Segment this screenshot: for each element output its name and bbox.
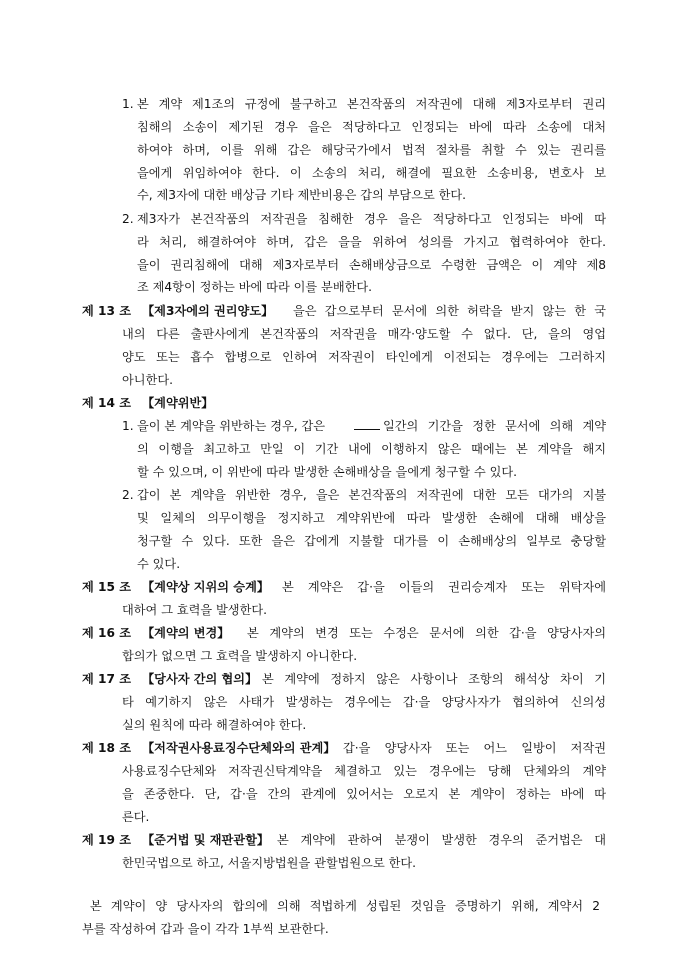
- article-title: 【준거법 및 재판관할】: [142, 833, 270, 847]
- article-title: 【저작권사용료징수단체와의 관계】: [142, 741, 336, 755]
- article-text-line: 을 존중한다. 단, 갑·을 간의 관계에 있어서는 오로지 본 계약이 정하는 바에 따: [122, 787, 606, 801]
- article-title: 【계약위반】: [142, 396, 214, 410]
- article-text-line: 본 계약은 갑·을 이들의 권리승계자 또는 위탁자에: [282, 580, 606, 594]
- item-number: 1.: [122, 419, 134, 433]
- article-title: 【당사자 간의 협의】: [142, 672, 258, 686]
- closing-line: 본 계약이 양 당사자의 합의에 의해 적법하게 성립된 것임을 증명하기 위해, 계약서 2: [90, 899, 600, 913]
- article-title: 【계약상 지위의 승계】: [142, 580, 270, 594]
- article-text-line: 합의가 없으면 그 효력을 발생하지 아니한다.: [122, 649, 358, 663]
- article-text-line: 을은 갑으로부터 문서에 의한 허락을 받지 않는 한 국: [293, 304, 606, 318]
- article-text-line: 본 계약에 관하여 분쟁이 발생한 경우의 준거법은 대: [277, 833, 606, 847]
- item-text-line: 청구할 수 있다. 또한 을은 갑에게 지불할 대가를 이 손해배상의 일부로 충당할: [137, 534, 606, 548]
- item-text-line: 을이 권리침해에 대해 제3자로부터 손해배상금으로 수령한 금액은 이 계약 제8: [137, 258, 606, 272]
- item-text-line: 일간의 기간을 정한 문서에 의해 계약: [383, 419, 606, 433]
- item-text-line: 할 수 있으며, 이 위반에 따라 발생한 손해배상을 을에게 청구할 수 있다.: [137, 465, 518, 479]
- item-text-line: 침해의 소송이 제기된 경우 을은 적당하다고 인정되는 바에 따라 소송에 대처: [137, 120, 606, 134]
- article-text-line: 른다.: [122, 810, 150, 824]
- article-text-line: 양도 또는 흡수 합병으로 인하여 저작권이 타인에게 이전되는 경우에는 그러하지: [122, 350, 606, 364]
- blank-days-field: [354, 429, 380, 430]
- article-number: 제 16 조: [82, 626, 131, 640]
- article-text-line: 실의 원칙에 따라 해결하여야 한다.: [122, 718, 307, 732]
- article-text-line: 한민국법으로 하고, 서울지방법원을 관할법원으로 한다.: [122, 856, 417, 870]
- article-text-line: 본 계약의 변경 또는 수정은 문서에 의한 갑·을 양당사자의: [247, 626, 606, 640]
- item-text-line: 을에게 위임하여야 한다. 이 소송의 처리, 해결에 필요한 소송비용, 변호사 보: [137, 166, 606, 180]
- article-text-line: 본 계약에 정하지 않은 사항이나 조항의 해석상 차이 기: [262, 672, 606, 686]
- item-text-line: 제3자가 본건작품의 저작권을 침해한 경우 을은 적당하다고 인정되는 바에 따: [137, 212, 606, 226]
- article-number: 제 14 조: [82, 396, 131, 410]
- article-text-line: 사용료징수단체와 저작권신탁계약을 체결하고 있는 경우에는 당해 단체와의 계약: [122, 764, 606, 778]
- article-text-line: 대하여 그 효력을 발생한다.: [122, 603, 268, 617]
- item-number: 1.: [122, 97, 134, 111]
- item-text-line: 의 이행을 최고하고 만일 이 기간 내에 이행하지 않은 때에는 본 계약을 해지: [137, 442, 606, 456]
- article-text-line: 갑·을 양당사자 또는 어느 일방이 저작권: [343, 741, 606, 755]
- item-text-line: 하여야 하며, 이를 위해 갑은 해당국가에서 법적 절차를 취할 수 있는 권리를: [137, 143, 606, 157]
- item-text-line: 수, 제3자에 대한 배상금 기타 제반비용은 갑의 부담으로 한다.: [137, 188, 467, 202]
- article-number: 제 18 조: [82, 741, 131, 755]
- item-text-line: 수 있다.: [137, 557, 181, 571]
- item-text-line: 및 일체의 의무이행을 정지하고 계약위반에 따라 발생한 손해에 대해 배상을: [137, 511, 606, 525]
- article-number: 제 15 조: [82, 580, 131, 594]
- article-number: 제 19 조: [82, 833, 131, 847]
- article-title: 【계약의 변경】: [142, 626, 230, 640]
- item-number: 2.: [122, 488, 134, 502]
- item-text-line: 본 계약 제1조의 규정에 불구하고 본건작품의 저작권에 대해 제3자로부터 권리: [137, 97, 606, 111]
- article-text-line: 내의 다른 출판사에게 본건작품의 저작권을 매각·양도할 수 없다. 단, 을의 영업: [122, 327, 606, 341]
- article-text-line: 타 예기하지 않은 사태가 발생하는 경우에는 갑·을 양당사자가 협의하여 신의성: [122, 695, 606, 709]
- item-number: 2.: [122, 212, 134, 226]
- article-number: 제 17 조: [82, 672, 131, 686]
- item-text-line: 을이 본 계약을 위반하는 경우, 갑은: [137, 419, 326, 433]
- article-number: 제 13 조: [82, 304, 131, 318]
- article-text-line: 아니한다.: [122, 373, 173, 387]
- article-title: 【제3자에의 권리양도】: [142, 304, 274, 318]
- item-text-line: 라 처리, 해결하여야 하며, 갑은 을을 위하여 성의를 가지고 협력하여야 한다.: [137, 235, 606, 249]
- item-text-line: 갑이 본 계약을 위반한 경우, 을은 본건작품의 저작권에 대한 모든 대가의 지불: [137, 488, 606, 502]
- closing-line: 부를 작성하여 갑과 을이 각각 1부씩 보관한다.: [82, 922, 329, 936]
- item-text-line: 조 제4항이 정하는 바에 따라 이를 분배한다.: [137, 280, 373, 294]
